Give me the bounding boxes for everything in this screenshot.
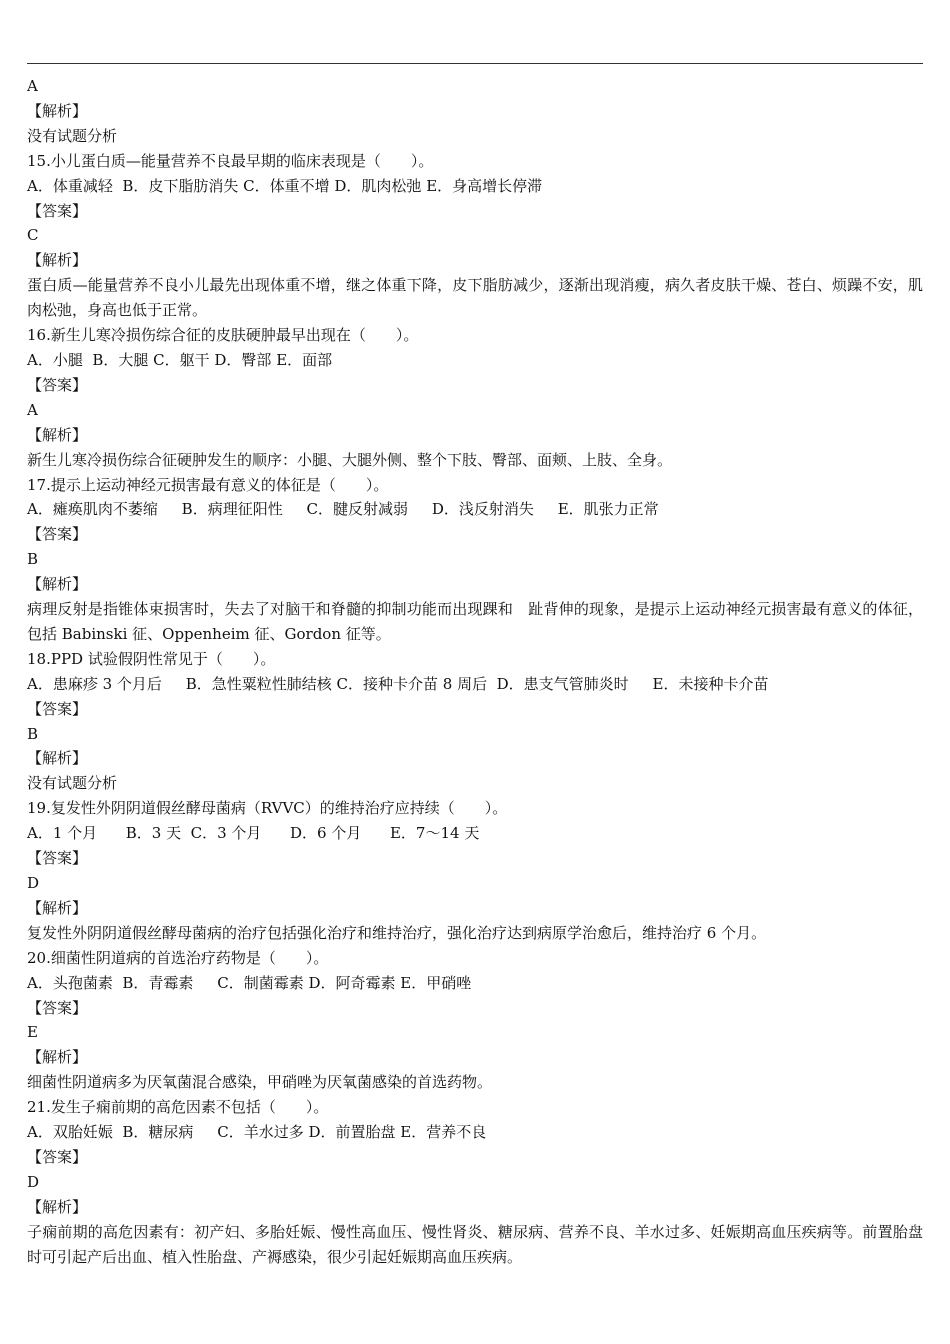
answer-heading: 【答案】	[27, 998, 88, 1017]
answer-heading: 【答案】	[27, 1147, 88, 1166]
question-21-options: A．双胎妊娠 B．糖尿病 C．羊水过多 D．前置胎盘 E．营养不良	[27, 1123, 487, 1142]
question-18-options: A．患麻疹 3 个月后 B．急性粟粒性肺结核 C．接种卡介苗 8 周后 D．患支气管肺炎时 E．未接种卡介苗	[27, 674, 769, 693]
answer-heading: 【答案】	[27, 375, 88, 394]
answer-heading: 【答案】	[27, 201, 88, 220]
document-body	[27, 74, 923, 1270]
question-20-options: A．头孢菌素 B．青霉素 C．制菌霉素 D．阿奇霉素 E．甲硝唑	[27, 973, 472, 992]
analysis-text: 病理反射是指锥体束损害时，失去了对脑干和脊髓的抑制功能而出现踝和 趾背伸的现象，是提示上运动神经元损害最有意义的体征，包括 Babinski 征、Oppenheim 征、Gordon 征等。	[27, 600, 923, 643]
analysis-heading: 【解析】	[27, 101, 88, 120]
analysis-heading: 【解析】	[27, 425, 88, 444]
answer-letter: D	[27, 1172, 40, 1191]
answer-letter: B	[27, 724, 39, 743]
question-18: 18.PPD 试验假阴性常见于（ ）。	[27, 649, 276, 668]
analysis-text: 没有试题分析	[27, 126, 118, 145]
analysis-text: 细菌性阴道病多为厌氧菌混合感染，甲硝唑为厌氧菌感染的首选药物。	[27, 1073, 493, 1092]
answer-letter: D	[27, 874, 40, 892]
answer-heading: 【答案】	[27, 849, 88, 868]
answer-letter: C	[27, 226, 39, 245]
analysis-heading: 【解析】	[27, 1048, 88, 1067]
answer-letter: B	[27, 550, 39, 569]
analysis-heading: 【解析】	[27, 898, 88, 917]
question-15: 15.小儿蛋白质—能量营养不良最早期的临床表现是（ ）。	[27, 151, 434, 170]
question-16: 16.新生儿寒冷损伤综合征的皮肤硬肿最早出现在（ ）。	[27, 326, 419, 345]
analysis-heading: 【解析】	[27, 749, 88, 768]
answer-heading: 【答案】	[27, 699, 88, 718]
question-17-options: A．瘫痪肌肉不萎缩 B．病理征阳性 C．腱反射减弱 D．浅反射消失 E．肌张力正常	[27, 500, 659, 519]
analysis-text: 蛋白质—能量营养不良小儿最先出现体重不增，继之体重下降，皮下脂肪减少，逐渐出现消瘦，病久者皮肤干燥、苍白、烦躁不安，肌肉松弛，身高也低于正常。	[27, 276, 923, 320]
question-20: 20.细菌性阴道病的首选治疗药物是（ ）。	[27, 948, 329, 967]
answer-letter: A	[27, 77, 38, 95]
analysis-heading: 【解析】	[27, 251, 88, 270]
question-19: 19.复发性外阴阴道假丝酵母菌病（RVVC）的维持治疗应持续（ ）。	[27, 799, 508, 818]
question-19-options: A．1 个月 B．3 天 C．3 个月 D．6 个月 E．7～14 天	[27, 824, 480, 843]
question-16-options: A．小腿 B．大腿 C．躯干 D．臀部 E．面部	[27, 350, 333, 369]
analysis-heading: 【解析】	[27, 575, 88, 594]
header-rule	[27, 63, 923, 64]
analysis-text: 没有试题分析	[27, 774, 118, 793]
answer-letter: A	[27, 400, 38, 419]
question-15-options: A．体重减轻 B．皮下脂肪消失 C．体重不增 D．肌肉松弛 E．身高增长停滞	[27, 176, 543, 195]
analysis-heading: 【解析】	[27, 1197, 88, 1216]
answer-letter: E	[27, 1023, 38, 1042]
analysis-text: 子痫前期的高危因素有：初产妇、多胎妊娠、慢性高血压、慢性肾炎、糖尿病、营养不良、羊水过多、妊娠期高血压疾病等。前置胎盘时可引起产后出血、植入性胎盘、产褥感染，很少引起妊娠期高血压疾病。	[27, 1222, 923, 1266]
question-17: 17.提示上运动神经元损害最有意义的体征是（ ）。	[27, 475, 389, 494]
answer-heading: 【答案】	[27, 525, 88, 544]
analysis-text: 新生儿寒冷损伤综合征硬肿发生的顺序：小腿、大腿外侧、整个下肢、臀部、面颊、上肢、全身。	[27, 450, 673, 469]
analysis-text: 复发性外阴阴道假丝酵母菌病的治疗包括强化治疗和维持治疗，强化治疗达到病原学治愈后，维持治疗 6 个月。	[27, 923, 767, 942]
question-21: 21.发生子痫前期的高危因素不包括（ ）。	[27, 1098, 329, 1117]
